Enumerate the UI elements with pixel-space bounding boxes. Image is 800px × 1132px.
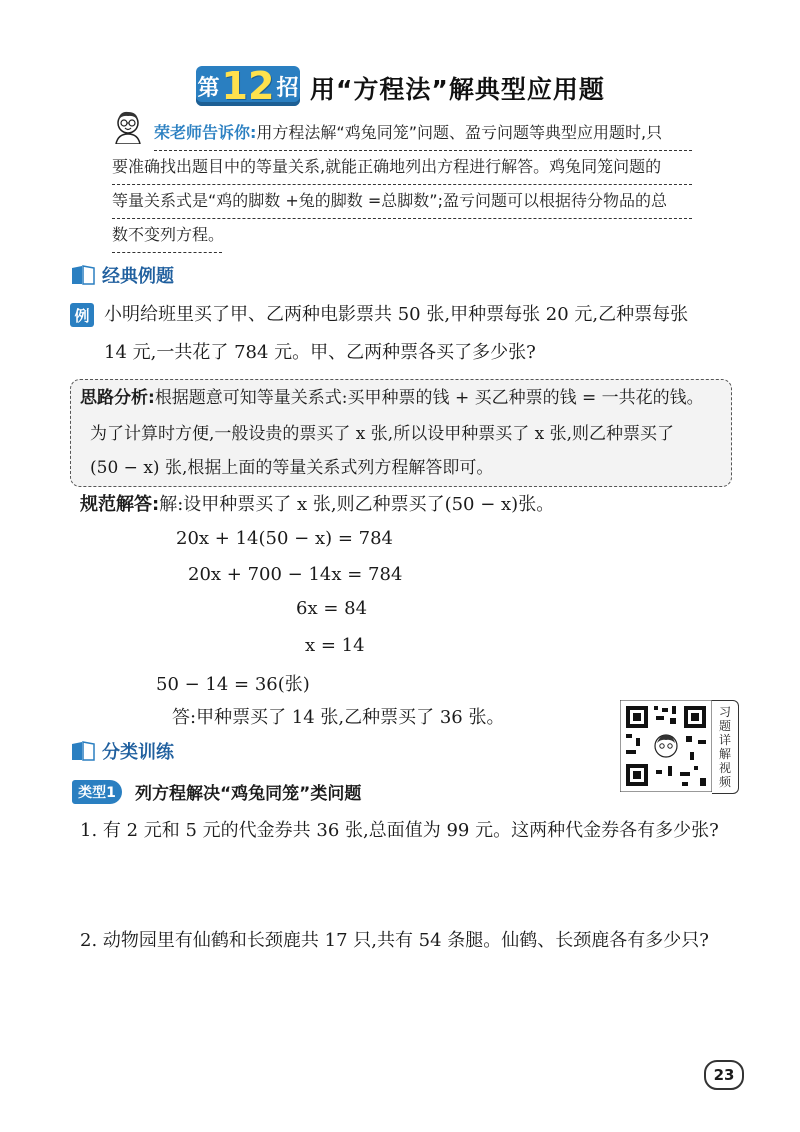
equation-3: 6x = 84 [296, 598, 368, 619]
tip-line-4: 数不变列方程。 [112, 220, 222, 253]
type-title: 列方程解决“鸡兔同笼”类问题 [135, 784, 362, 804]
qr-caption-char: 题 [718, 719, 731, 733]
page-title: 用“方程法”解典型应用题 [310, 75, 605, 104]
qr-code-icon[interactable] [620, 700, 712, 792]
analysis-line-3: (50 − x) 张,根据上面的等量关系式列方程解答即可。 [90, 458, 494, 478]
tip-line-3: 等量关系式是“鸡的脚数 +兔的脚数 =总脚数”;盈亏问题可以根据待分物品的总 [112, 186, 692, 219]
question-2: 2. 动物园里有仙鹤和长颈鹿共 17 只,共有 54 条腿。仙鹤、长颈鹿各有多少只? [80, 930, 709, 951]
example-line-2: 14 元,一共花了 784 元。甲、乙两种票各买了多少张? [104, 342, 536, 363]
example-badge: 例 [70, 303, 94, 327]
solution-label: 规范解答: [80, 494, 160, 515]
equation-2: 20x + 700 − 14x = 784 [188, 564, 403, 585]
equation-4: x = 14 [305, 635, 365, 656]
chapter-badge [196, 66, 300, 106]
page-number: 23 [704, 1060, 744, 1090]
example-line-1: 小明给班里买了甲、乙两种电影票共 50 张,甲种票每张 20 元,乙种票每张 [104, 304, 689, 325]
book-icon [70, 740, 96, 762]
qr-caption-char: 频 [718, 775, 731, 789]
solution-intro: 解:设甲种票买了 x 张,则乙种票买了(50 − x)张。 [159, 494, 555, 515]
qr-caption-char: 习 [718, 705, 731, 719]
answer-line: 答:甲种票买了 14 张,乙种票买了 36 张。 [172, 707, 505, 728]
analysis-label: 思路分析: [80, 388, 155, 408]
type-badge: 类型1 [72, 780, 122, 804]
badge-suffix: 招 [276, 75, 299, 101]
qr-caption-char: 详 [718, 733, 731, 747]
qr-caption [712, 700, 739, 794]
tip-line-1 [154, 118, 692, 151]
qr-caption-char: 解 [718, 747, 731, 761]
tip-text-1: 用方程法解“鸡兔同笼”问题、盈亏问题等典型应用题时,只 [256, 123, 663, 142]
teacher-avatar-icon [110, 108, 146, 144]
section-header-training [70, 738, 174, 764]
section-header-examples [70, 262, 174, 288]
badge-number: 12 [221, 64, 275, 108]
tip-label: 荣老师告诉你: [154, 123, 257, 142]
analysis-line-1 [80, 384, 704, 412]
question-1: 1. 有 2 元和 5 元的代金券共 36 张,总面值为 99 元。这两种代金券各有多少张? [80, 820, 719, 841]
section-label: 经典例题 [102, 266, 174, 287]
tip-line-2: 要准确找出题目中的等量关系,就能正确地列出方程进行解答。鸡兔同笼问题的 [112, 152, 692, 185]
badge-prefix: 第 [197, 75, 220, 101]
section-label: 分类训练 [102, 742, 174, 763]
solution-line [80, 490, 554, 520]
equation-1: 20x + 14(50 − x) = 784 [176, 528, 393, 549]
analysis-text-1: 根据题意可知等量关系式:买甲种票的钱 + 买乙种票的钱 = 一共花的钱。 [154, 388, 704, 408]
qr-caption-char: 视 [718, 761, 731, 775]
equation-5: 50 − 14 = 36(张) [156, 674, 310, 695]
book-icon [70, 264, 96, 286]
analysis-line-2: 为了计算时方便,一般设贵的票买了 x 张,所以设甲种票买了 x 张,则乙种票买了 [90, 424, 674, 444]
